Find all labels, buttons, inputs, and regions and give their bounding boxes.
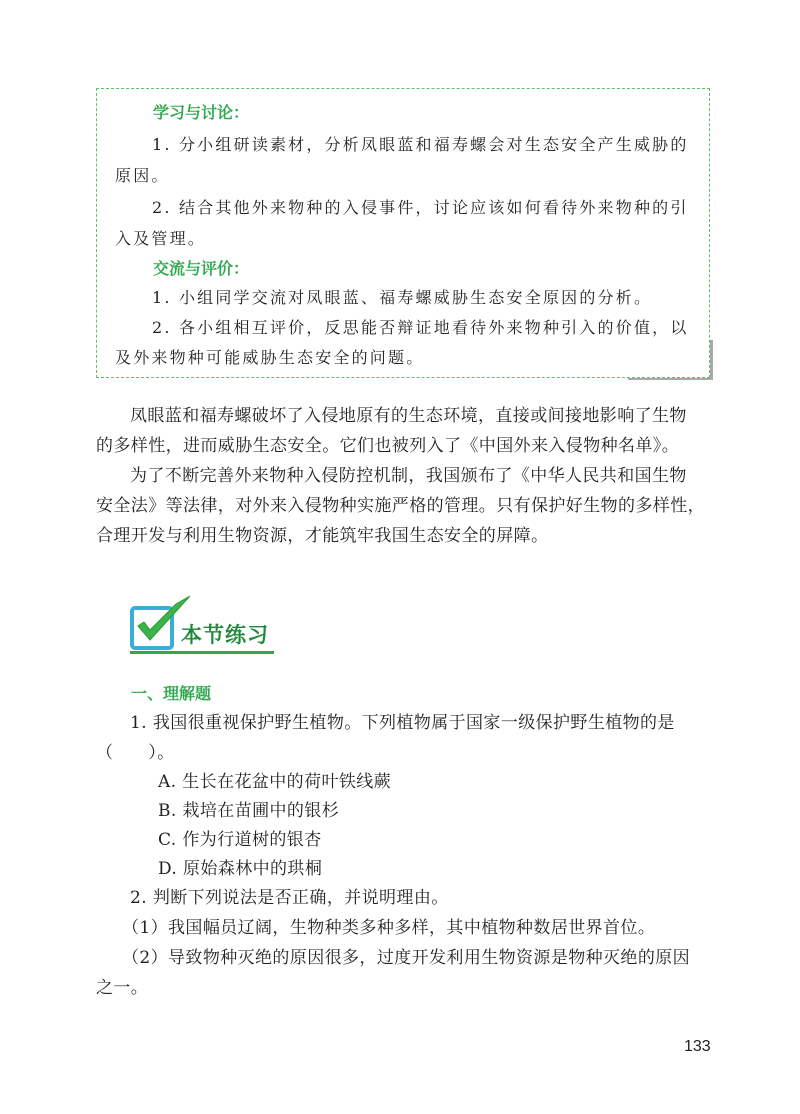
exercise-q2-item2-line1: （2）导致物种灭绝的原因很多，过度开发利用生物资源是物种灭绝的原因 xyxy=(122,948,691,968)
discussion-q2-line1: 2. 结合其他外来物种的入侵事件，讨论应该如何看待外来物种的引 xyxy=(152,198,689,217)
badge-underline xyxy=(130,651,274,654)
practice-badge-label: 本节练习 xyxy=(181,623,269,647)
exercise-q1-line1: 1. 我国很重视保护野生植物。下列植物属于国家一级保护野生植物的是 xyxy=(130,713,675,733)
exercise-q1-option-b: B. 栽培在苗圃中的银杉 xyxy=(158,801,340,821)
discussion-heading: 学习与讨论： xyxy=(153,103,250,122)
exercise-section-title: 一、理解题 xyxy=(131,684,212,703)
discussion-q1-line1: 1. 分小组研读素材，分析凤眼蓝和福寿螺会对生态安全产生威胁的 xyxy=(152,135,689,154)
page-number: 133 xyxy=(684,1038,711,1055)
exercise-q2-item1: （1）我国幅员辽阔，生物种类多种多样，其中植物种数居世界首位。 xyxy=(122,918,656,938)
evaluation-e1: 1. 小组同学交流对凤眼蓝、福寿螺威胁生态安全原因的分析。 xyxy=(152,288,653,307)
paragraph2-line3: 合理开发与利用生物资源，才能筑牢我国生态安全的屏障。 xyxy=(96,526,549,546)
exercise-q2-item2-line2: 之一。 xyxy=(96,978,149,998)
discussion-q1-line2: 原因。 xyxy=(115,166,170,185)
evaluation-e2-line1: 2. 各小组相互评价，反思能否辩证地看待外来物种引入的价值，以 xyxy=(152,318,689,337)
exercise-q1-option-a: A. 生长在花盆中的荷叶铁线蕨 xyxy=(158,772,392,792)
evaluation-heading: 交流与评价： xyxy=(153,259,250,278)
discussion-q2-line2: 入及管理。 xyxy=(115,229,207,248)
paragraph2-line1: 为了不断完善外来物种入侵防控机制，我国颁布了《中华人民共和国生物 xyxy=(130,466,687,486)
paragraph1-line1: 凤眼蓝和福寿螺破坏了入侵地原有的生态环境，直接或间接地影响了生物 xyxy=(130,406,687,426)
discussion-box xyxy=(96,88,710,378)
exercise-q2: 2. 判断下列说法是否正确，并说明理由。 xyxy=(130,888,449,908)
exercise-q1-option-c: C. 作为行道树的银杏 xyxy=(158,830,322,850)
exercise-q1-line2: （ ）。 xyxy=(96,743,175,763)
paragraph2-line2: 安全法》等法律，对外来入侵物种实施严格的管理。只有保护好生物的多样性， xyxy=(96,496,705,516)
exercise-q1-option-d: D. 原始森林中的珙桐 xyxy=(158,859,323,879)
paragraph1-line2: 的多样性，进而威胁生态安全。它们也被列入了《中国外来入侵物种名单》。 xyxy=(96,436,680,456)
evaluation-e2-line2: 及外来物种可能威胁生态安全的问题。 xyxy=(115,348,425,367)
